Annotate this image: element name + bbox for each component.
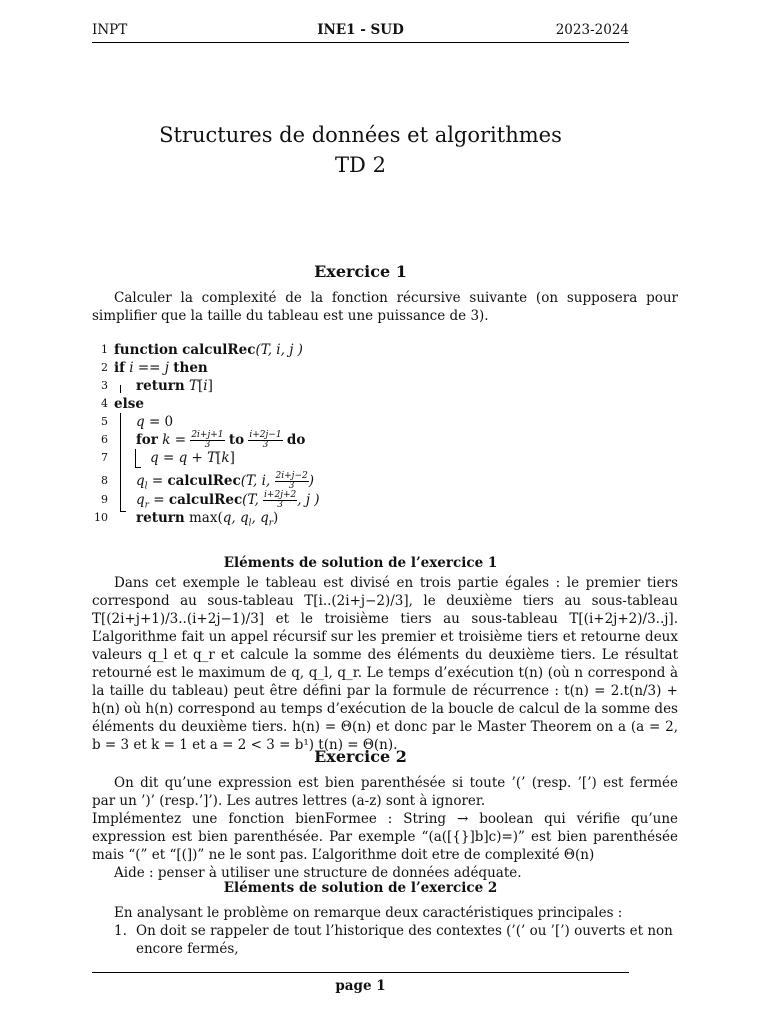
exercise-2-p2: Implémentez une fonction bienFormee : String → boolean qui vérifie qu’une expression est bien parenthésée. Par exemple “(a([{}]b]c)=)” est bien parenthésée mais “(” et “[(])” ne le sont pas. L’algorithme doit etre de complexité Θ(n) (92, 811, 678, 863)
document-title (92, 120, 629, 180)
header-class: INE1 - SUD (317, 22, 404, 38)
header-institution: INPT (92, 22, 128, 38)
footer-rule (92, 972, 629, 973)
document-page: INPT INE1 - SUD 2023-2024 Structures de données et algorithmes TD 2 Exercice 1 Calculer la complexité de la fonction récursive suivante (on supposera pour simplifier que la taille du tableau est une puissance de 3). 1 function calculRec(T, i, j ) 2 if i == j then 3 return T[i] 4 else 5 q = 0 6 for k = $\frac{2i+j+1}{3}$ to $\frac{i+2j-1}{3}$ do 7 q = q + T[k] 8 $q_l$ = calculRec(T, i, $\frac{2i+j-2}{3}$ ) 9 $q_r$ = calculRec(T, $\frac{i+2j+2}{3}$ , j ) 10 return max(q, $q_l$, $q_r$) Eléments de solution de l’exercice 1 Dans cet exemple le tableau est divisé en trois partie égales : le premier tiers correspond au sous-tableau T[i..(2i+j−2)/3], le deuxième tiers au sous-tableau T[(2i+j+1)/3..(i+2j−1)/3] et le troisième tiers au sous-tableau T[(i+2j+2)/3..j]. L’algorithme fait un appel récursif sur les premier et troisième tiers et retourne deux valeurs q_l et q_r et calcule la somme des éléments du deuxième tiers. Le résultat retourné est le maximum de q, q_l, q_r. Le temps d’exécution t(n) (où n correspond à la taille du tableau) peut être défini par la formule de récurrence : t(n) = 2.t(n/3) + h(n) où h(n) correspond au temps d’exécution de la boucle de calcul de la somme des éléments du deuxième tiers. h(n) = Θ(n) et donc par le Master Theorem on a (a = 2, b = 3 et k = 1 et a = 2 < 3 = b¹) t(n) = Θ(n). Exercice 2 On dit qu’une expression est bien parenthésée si toute ’(’ (resp. ’[’) est fermée par un ’)’ (resp.’]’). Les autres lettres (a-z) sont à ignorer. Implémentez une fonction bienFormee : String → boolean qui vérifie qu’une expression est bien parenthésée. Par exemple “(a([{}]b]c)=)” est bien parenthésée mais “(” et “[(])” ne le sont pas. L’algorithme doit etre de complexité Θ(n) Aide : penser à utiliser une structure de données adéquate. Eléments de solution de l’exercice 2 En analysant le problème on remarque deux caractéristiques principales : 1. On doit se rappeler de tout l’historique des contextes (’(’ ou ’[’) ouverts et non encore fermés, page 1 (92, 22, 678, 994)
exercise-1-heading: Exercice 1 (314, 262, 407, 281)
exercise-2-p3: Aide : penser à utiliser une structure de données adéquate. (114, 865, 522, 881)
page-number: page 1 (335, 978, 386, 994)
page-header (92, 22, 629, 43)
exercise-2-heading: Exercice 2 (314, 747, 407, 766)
solution-2-list (92, 922, 678, 958)
solution-2-heading: Eléments de solution de l’exercice 2 (223, 880, 498, 896)
if-block-bar (120, 385, 121, 393)
for-block-bar (135, 449, 136, 467)
exercise-1-statement: Calculer la complexité de la fonction récursive suivante (on supposera pour simplifier que la taille du tableau est une puissance de 3). (92, 290, 678, 324)
solution-1-heading: Eléments de solution de l’exercice 1 (223, 555, 498, 571)
for-block-end (135, 467, 141, 468)
title-line-2: TD 2 (335, 153, 386, 177)
else-block-end (120, 511, 126, 512)
header-year: 2023-2024 (555, 22, 629, 38)
solution-1-text: Dans cet exemple le tableau est divisé en trois partie égales : le premier tiers correspond au sous-tableau T[i..(2i+j−2)/3], le deuxième tiers au sous-tableau T[(2i+j+1)/3..(i+2j−1)/3] et le troisième tiers au sous-tableau T[(i+2j+2)/3..j]. L’algorithme fait un appel récursif sur les premier et troisième tiers et retourne deux valeurs q_l et q_r et calcule la somme des éléments du deuxième tiers. Le résultat retourné est le maximum de q, q_l, q_r. Le temps d’exécution t(n) (où n correspond à la taille du tableau) peut être défini par la formule de récurrence : t(n) = 2.t(n/3) + h(n) où h(n) correspond au temps d’exécution de la boucle de calcul de la somme des éléments du deuxième tiers. h(n) = Θ(n) et donc par le Master Theorem on a (a = 2, b = 3 et k = 1 et a = 2 < 3 = b¹) t(n) = Θ(n). (92, 575, 678, 753)
solution-2-intro: En analysant le problème on remarque deux caractéristiques principales : (114, 905, 623, 921)
exercise-2-text (92, 774, 678, 882)
title-line-1: Structures de données et algorithmes (159, 123, 562, 147)
exercise-2-p1: On dit qu’une expression est bien parenthésée si toute ’(’ (resp. ’[’) est fermée par un ’)’ (resp.’]’). Les autres lettres (a-z) sont à ignorer. (92, 775, 678, 809)
list-item: 1. On doit se rappeler de tout l’historique des contextes (’(’ ou ’[’) ouverts et non encore fermés, (114, 923, 673, 957)
else-block-bar (120, 413, 121, 511)
